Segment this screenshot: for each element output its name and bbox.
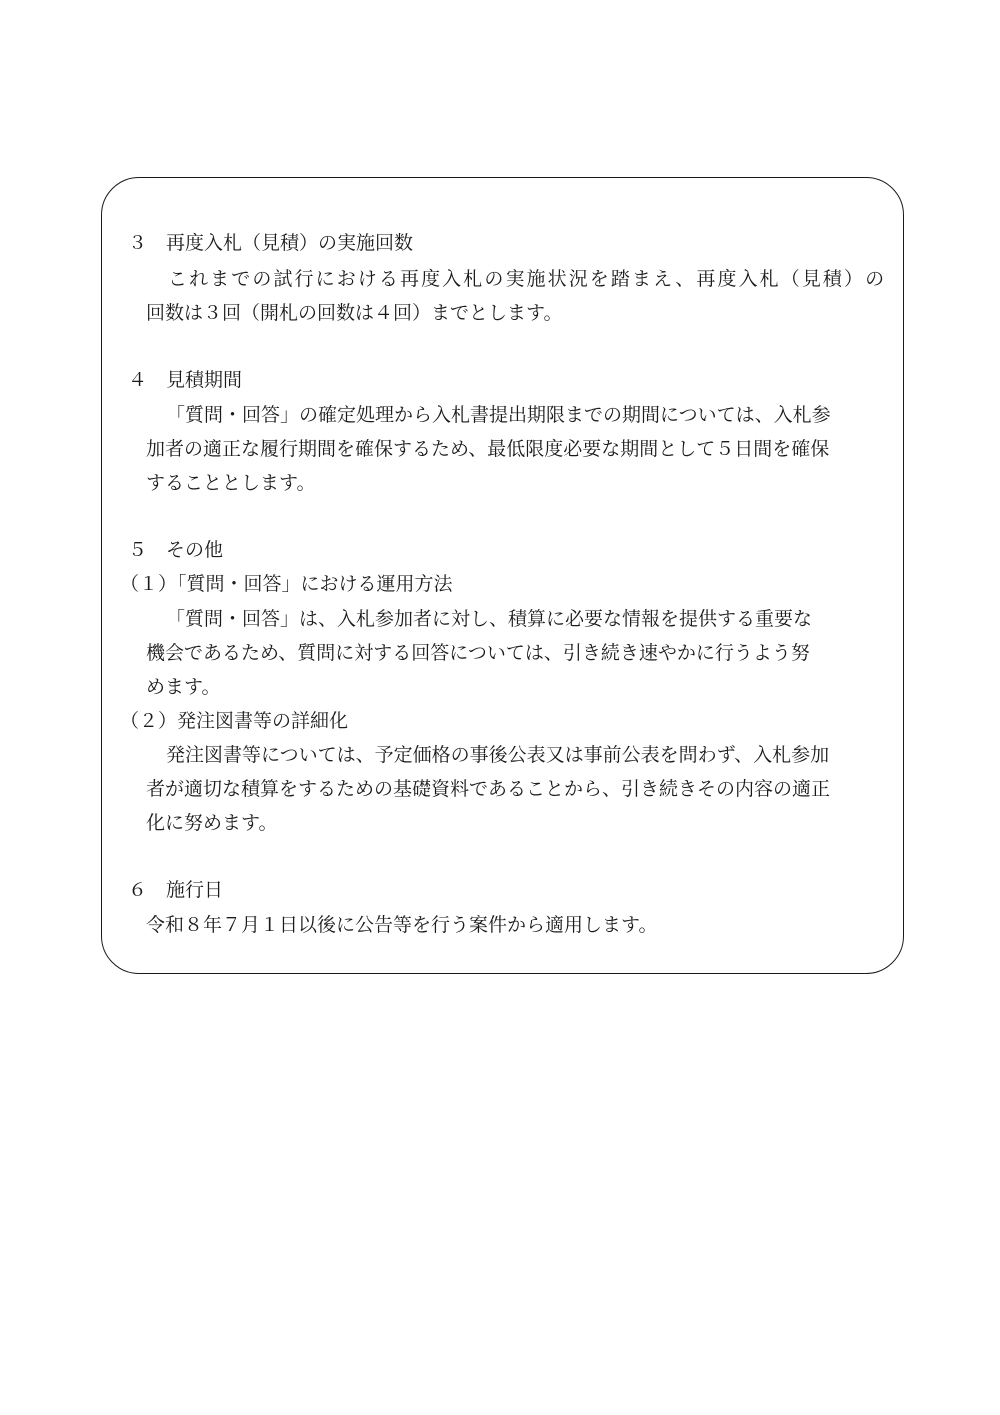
body-text: 「質問・回答」は、入札参加者に対し、積算に必要な情報を提供する重要な (166, 608, 813, 630)
subsection-heading: （２）発注図書等の詳細化 (120, 710, 349, 732)
section-heading: ３ 再度入札（見積）の実施回数 (128, 232, 414, 254)
body-text: 化に努めます。 (146, 812, 278, 834)
body-text: 発注図書等については、予定価格の事後公表又は事前公表を問わず、入札参加 (166, 744, 830, 766)
body-text: 機会であるため、質問に対する回答については、引き続き速やかに行うよう努 (146, 642, 810, 664)
body-text: 「質問・回答」の確定処理から入札書提出期限までの期間については、入札参 (166, 404, 831, 426)
body-text: 回数は３回（開札の回数は４回）までとします。 (146, 302, 563, 324)
section-heading: ４ 見積期間 (128, 369, 243, 391)
body-text-line: これまでの試行における再度入札の実施状況を踏まえ、再度入札（見積）の (168, 268, 887, 290)
body-text: 者が適切な積算をするための基礎資料であることから、引き続きその内容の適正 (146, 778, 831, 800)
body-text (168, 262, 887, 296)
body-text: 令和８年７月１日以後に公告等を行う案件から適用します。 (146, 914, 658, 936)
body-text: することとします。 (146, 472, 316, 494)
body-text: 加者の適正な履行期間を確保するため、最低限度必要な期間として５日間を確保 (146, 438, 830, 460)
section-heading: ５ その他 (128, 539, 224, 561)
section-heading: ６ 施行日 (128, 879, 224, 901)
body-text: めます。 (146, 676, 221, 698)
subsection-heading: （１）「質問・回答」における運用方法 (120, 573, 453, 595)
